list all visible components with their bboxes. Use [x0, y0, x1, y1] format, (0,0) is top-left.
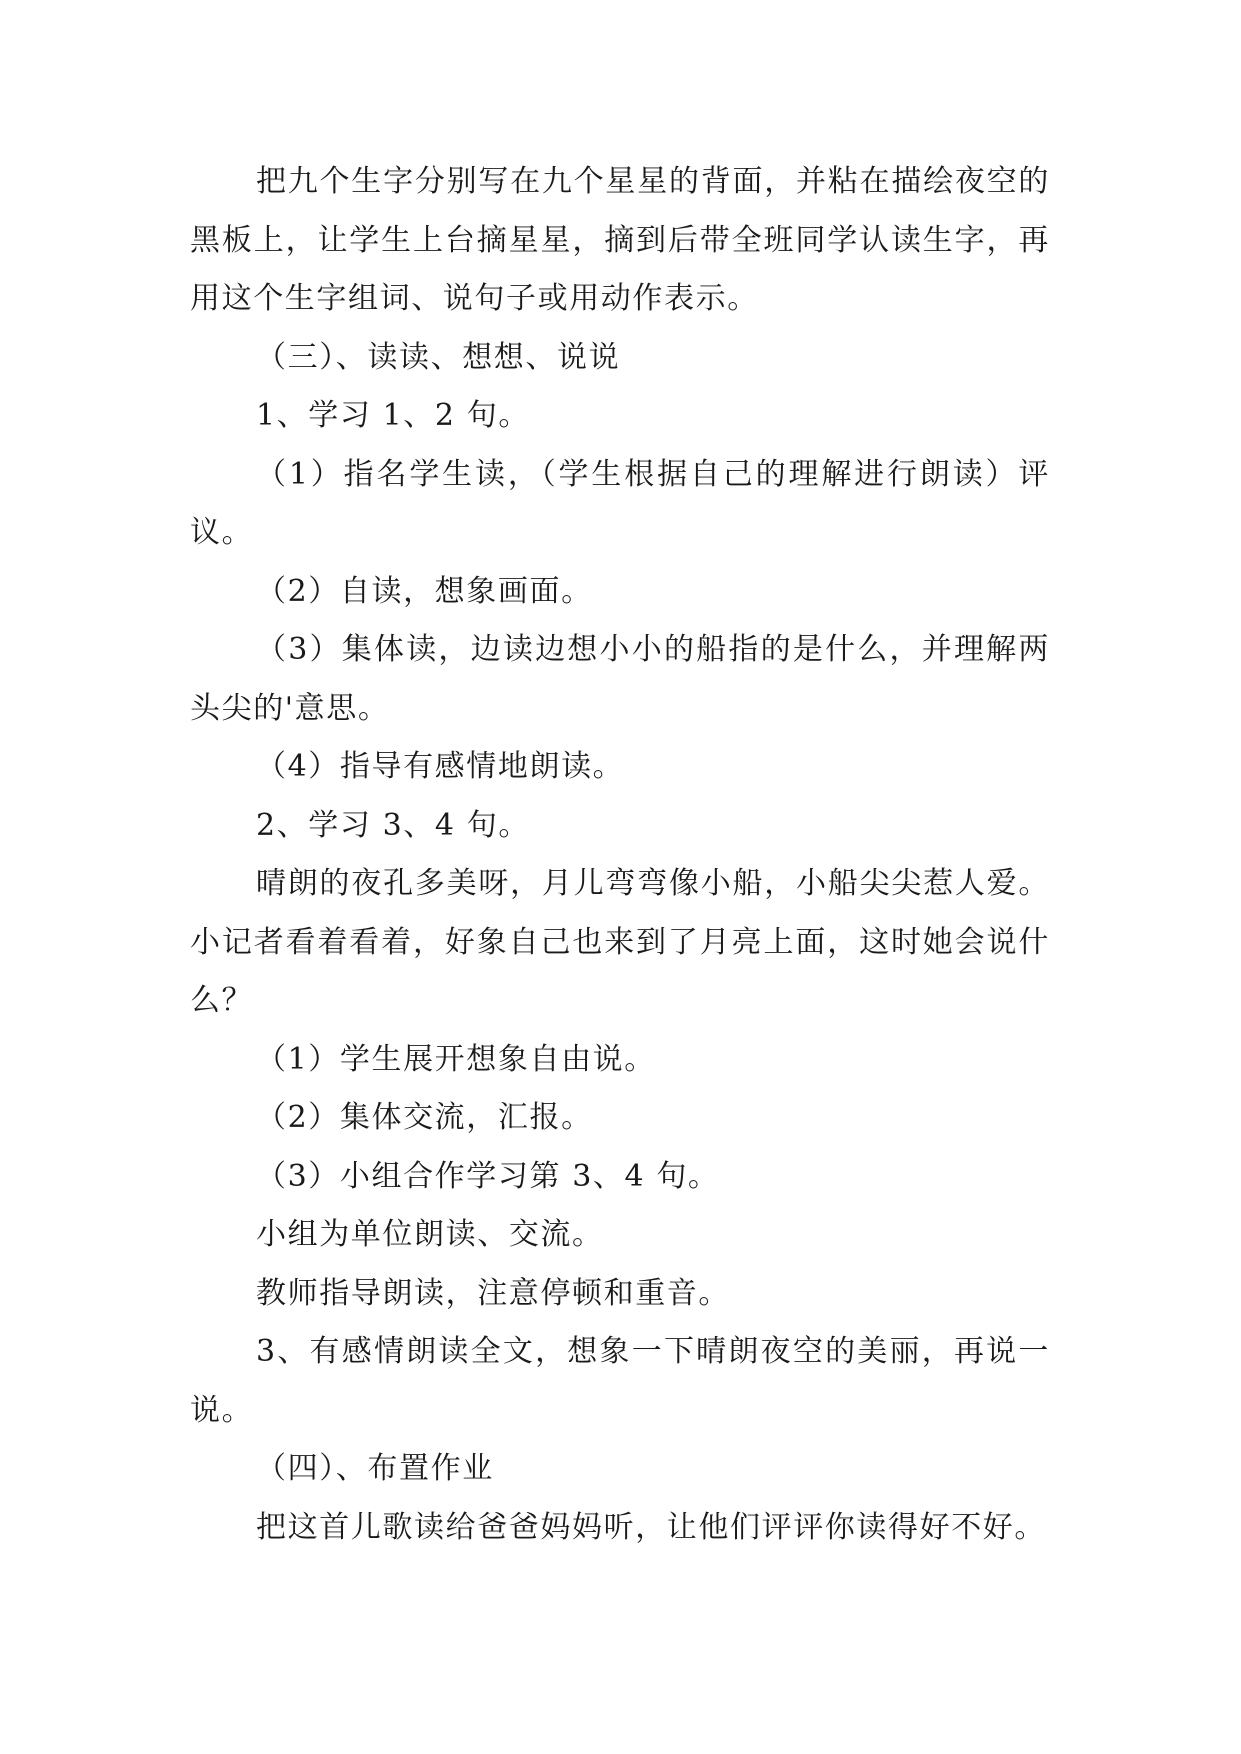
step-1-item-1: （1）指名学生读，（学生根据自己的理解进行朗读）评议。	[190, 456, 1050, 550]
paragraph-star-activity: 把九个生字分别写在九个星星的背面，并粘在描绘夜空的黑板上，让学生上台摘星星，摘到后带全班同学认读生字，再用这个生字组词、说句子或用动作表示。	[190, 164, 1050, 316]
step-2-item-2: （2）集体交流，汇报。	[256, 1100, 593, 1135]
step-1-item-2: （2）自读，想象画面。	[256, 573, 593, 609]
paragraph-night-sky: 晴朗的夜孔多美呀，月儿弯弯像小船，小船尖尖惹人爱。小记者看着看着，好象自己也来到了月亮上面，这时她会说什么？	[190, 866, 1050, 1018]
section-heading-read-think-say: （三）、读读、想想、说说	[256, 339, 621, 375]
paragraph-homework: 把这首儿歌读给爸爸妈妈听，让他们评评你读得好不好。	[256, 1509, 1046, 1545]
step-1-item-4: （4）指导有感情地朗读。	[256, 749, 625, 784]
paragraph-group-reading: 小组为单位朗读、交流。	[256, 1217, 604, 1252]
step-3-heading: 3、有感情朗读全文，想象一下晴朗夜空的美丽，再说一说。	[190, 1334, 1050, 1428]
step-2-item-3: （3）小组合作学习第 3、4 句。	[256, 1158, 720, 1194]
step-2-heading: 2、学习 3、4 句。	[256, 807, 530, 843]
section-heading-homework: （四）、布置作业	[256, 1451, 494, 1486]
document-body	[190, 153, 1050, 1557]
step-1-heading: 1、学习 1、2 句。	[256, 398, 530, 433]
paragraph-teacher-guidance: 教师指导朗读，注意停顿和重音。	[256, 1275, 730, 1311]
step-1-item-3: （3）集体读，边读边想小小的船指的是什么，并理解两头尖的'意思。	[190, 632, 1050, 726]
step-2-item-1: （1）学生展开想象自由说。	[256, 1041, 656, 1077]
